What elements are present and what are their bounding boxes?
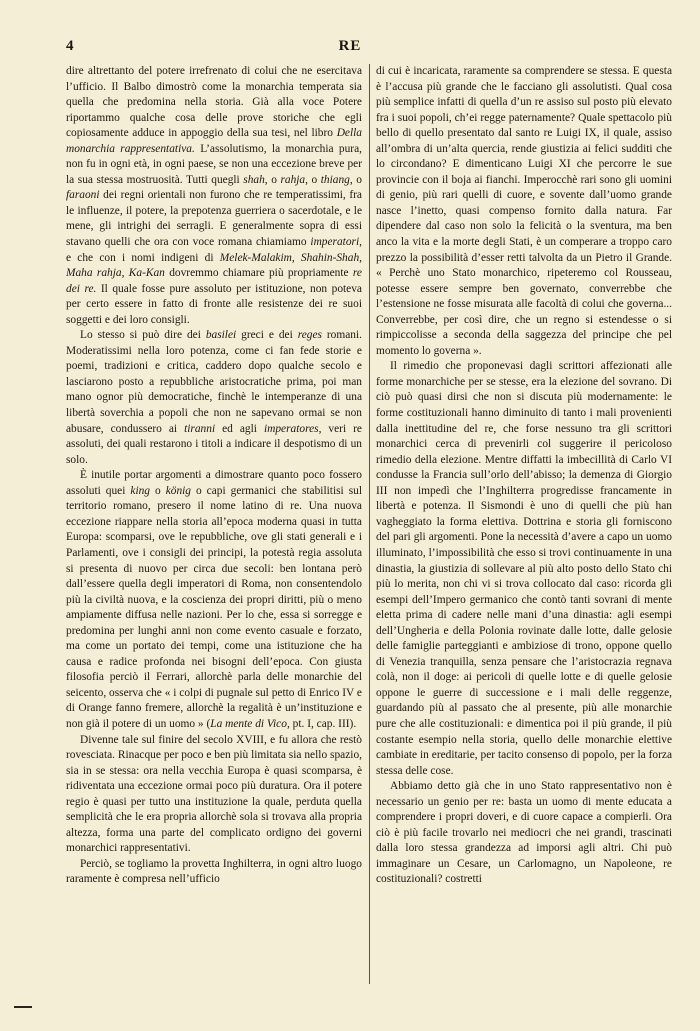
text-run: dovremmo chiamare più propriamente (164, 267, 353, 280)
italic-text: reges (297, 329, 322, 342)
text-run: di cui è incaricata, raramente sa comprendere se stessa. E questa è l’accusa più grande che le facciano gli assolutisti. Qual cosa più semplice infatti di quella d’un re assiso sul posto più elevato fra i suoi popoli, ch’ei regge paternamente? Quale spettacolo più bello di quello presentato dal santo re Luigi IX, il quale, assiso all’ombra di un’alta quercia, rende giustizia ai felici sudditi che lo circondano? E dimenticano Luigi XI che percorre le sue provincie con il boja ai fianchi. Imperocchè rari sono gli uomini di genio, più rari quelli di cuore, e sovente dall’uomo grande nasce l’inetto, quasi compenso fornito dalla natura. Far dipendere dal caso non solo la felicità o la sventura, ma ben anco la vita e la morte degli Stati, è un comperare a troppo caro prezzo la possibilità d’esser retti talvolta da un Pietro il Grande. « Perchè uno Stato monarchico, ripeteremo col Rousseau, potesse essere sempre ben governato, converrebbe che l’estensione ne fosse misurata alle facoltà di colui che governa... Converrebbe, per così dire, che un regno si estendesse o si rimpiccolisse a seconda della saggezza del principe che pel momento lo governa ». (376, 65, 672, 357)
text-run: dire altrettanto del potere irrefrenato di colui che ne esercitava l’ufficio. Il Balbo dimostrò come la monarchia temperata sia quella che predomina nella storia. Già alla voce Potere riportammo qualche cosa delle prove storiche che egli copiosamente adduce in appoggio della sua tesi, nel libro (66, 65, 362, 140)
text-run: ed agli (215, 422, 264, 435)
right-column (376, 64, 672, 984)
italic-text: könig (165, 484, 191, 497)
paragraph (66, 468, 362, 732)
italic-text: re dei re. (66, 267, 362, 295)
italic-text: imperatori (310, 236, 360, 249)
text-run: o (150, 484, 166, 497)
italic-text: Della monarchia rappresentativa. (66, 127, 362, 155)
page-number: 4 (66, 38, 74, 54)
paragraph (66, 328, 362, 468)
italic-text: tiranni (184, 422, 216, 435)
paragraph (376, 64, 672, 359)
italic-text: shah (243, 173, 265, 186)
text-run: Divenne tale sul finire del secolo XVIII, e fu allora che restò rovesciata. Rinacque per poco e ben più limitata sia nello spazio, sia in se stessa: ora nella vecchia Europa è quasi scomparsa, è ridiventata una eccezione ormai poco più duratura. Ora il potere regio è quasi per tutto una instituzione la quale, perduta quella semplicità che le era propria allorchè sola si trovava alla propria altezza, forma una parte del complicato ordigno dei governi monarchici rappresentativi. (66, 733, 362, 855)
text-run: , pt. I, cap. III). (286, 717, 357, 730)
text-run: Lo stesso si può dire dei (80, 329, 206, 342)
text-run: dei regni orientali non furono che re temperatissimi, fra le influenze, il potere, la prepotenza guerriera o sacerdotale, e le mene, gli intrighi dei serragli. E generalmente sopra di essi stavano quelli che ora con voce romana chiamiamo (66, 189, 362, 249)
text-run: o capi germanici che stabilitisi sul territorio romano, presero il nome latino di re. Una nuova eccezione riappare nella storia all’epoca moderna quasi in tutta Europa: scomparsi, ove le repubbliche, ove gli stati generali e i Parlamenti, ove i consigli dei principi, la potestà regia assoluta si presenta di nuovo per circa due secoli: ben lontana però dall’essere quella degli imperatori di Roma, non consentendolo più la civiltà nuova, e la coscienza dei propri diritti, più o meno ampiamente diffusa nelle nazioni. Per lo che, essa si sorregge e predomina per lunghi anni non come evento casuale e forzato, ma come un portato dei tempi, come una istituzione che ha causa e radice profonda nei bisogni dell’epoca. Con giusta filosofia perciò il Ferrari, allorchè parla delle monarchie del seicento, osserva che « i colpi di pugnale sul petto di Enrico IV e di Orange fanno fremere, allorchè la regalità è un’instituzione e non già il potere di un uomo » ( (66, 484, 362, 730)
italic-text: rahja (280, 173, 306, 186)
text-run: , veri re assoluti, dei quali restarono i titoli a indicare il despotismo di un solo. (66, 422, 362, 466)
text-run: L’assolutismo, la monarchia pura, non fu in ogni età, in ogni paese, se non una eccezione breve per la sua stessa mostruosità. Tutti quegli (66, 142, 362, 186)
text-run: , e che con i nomi indigeni di (66, 236, 362, 264)
paragraph (376, 359, 672, 779)
text-run: Perciò, se togliamo la provetta Inghilterra, in ogni altro luogo raramente è compresa nell’ufficio (66, 857, 362, 886)
text-run: romani. Moderatissimi nella loro potenza, come ci fan fede storie e poemi, tradizioni e critica, caddero dopo qualche secolo e lasciarono posto a repubbliche aristocratiche prima, poi man mano ognor più democratiche, finchè le intemperanze di una libertà soverchia a popoli che non ne sapevano ormai se non abusare, condussero ai (66, 329, 362, 435)
text-run: , o (349, 173, 362, 186)
paragraph (66, 64, 362, 328)
italic-text: king (130, 484, 151, 497)
page-header (0, 38, 700, 58)
text-run: , o (264, 173, 281, 186)
italic-text: thiang (320, 173, 350, 186)
italic-text: Melek-Malakim, Shahin-Shah, Maha rahja, Ka-Kan (66, 251, 362, 280)
running-head: RE (338, 38, 362, 54)
column-divider (369, 64, 370, 984)
text-run: È inutile portar argomenti a dimostrare quanto poco fossero assoluti quei (66, 469, 362, 497)
left-column (66, 64, 362, 984)
italic-text: La mente di Vico (210, 717, 287, 730)
italic-text: basilei (205, 329, 237, 342)
text-run: Il rimedio che proponevasi dagli scrittori affezionati alle forme monarchiche per se stesse, era la elezione del sovrano. Di ciò può quasi dirsi che non si discuta più modernamente: le forme costituzionali hanno diminuito di tanto i mali provenienti dalla inettitudine del re, che forse nessuno tra gli scrittori monarchici cerca di prevenirli col suggerire il pericoloso rimedio della elezione. Mentre diffatti la imbecillità di Carlo VI condusse la Francia sull’orlo dell’abisso; la demenza di Giorgio III non impedì che l’Inghilterra progredisse francamente in libertà e potenza. Il Sismondi è uno di quelli che più han vagheggiato la forma elettiva. Dottrina e storia gli forniscono del pari gli argomenti. Pone la necessità d’avere a capo un uomo illuminato, l’impossibilità che esso si trovi continuamente in una dinastia, la giustizia di sollevare al più alto posto dello Stato chi più lo merita, non chi vi si trova collocato dal caso: ricorda gli esempi dell’Impero germanico che contò tanti sovrani di mente eletta prima di cadere nelle mani d’una dinastia: agli esempi dell’Ungheria e della Polonia rovinate dalle lotte, dalle gelosie delle famiglie parteggianti e ambiziose di trono, oppone quello di Venezia tranquilla, senza pensare che l’aristocrazia regnava colà, non il doge: ai pericoli di quelle lotte e di quelle gelosie oppone le guerre di successione e i mali delle reggenze, guardando più al passato che al presente, più alle monarchie pure che alle costituzionali: e dimentica poi il più grande, il più costante esempio nella storia, quello delle monarchie elettive cambiate in ereditarie, per tacito consenso di popolo, per la forza stessa delle cose. (376, 360, 672, 777)
paragraph (66, 733, 362, 857)
text-run: , o (305, 173, 321, 186)
paragraph (66, 857, 362, 888)
text-run: Il quale fosse pure assoluto per istituzione, non poteva per certo essere in fatto di fronte alle resistenze dei re suoi soggetti e dei loro consigli. (66, 282, 362, 326)
italic-text: faraoni (66, 189, 100, 202)
margin-mark (14, 1006, 32, 1008)
text-run: Abbiamo detto già che in uno Stato rappresentativo non è necessario un genio per re: basta un uomo di mente educata a comprendere i propri doveri, e di cuore capace a compierli. Ora ciò è più facile trovarlo nei mediocri che nei grandi, trascinati dalla loro stessa grandezza ad imporsi agli altri. Chi può immaginare un Cesare, un Carlomagno, un Napoleone, re costituzionali? costretti (376, 780, 672, 886)
paragraph (376, 779, 672, 888)
italic-text: imperatores (263, 422, 319, 435)
text-run: greci e dei (236, 329, 298, 342)
